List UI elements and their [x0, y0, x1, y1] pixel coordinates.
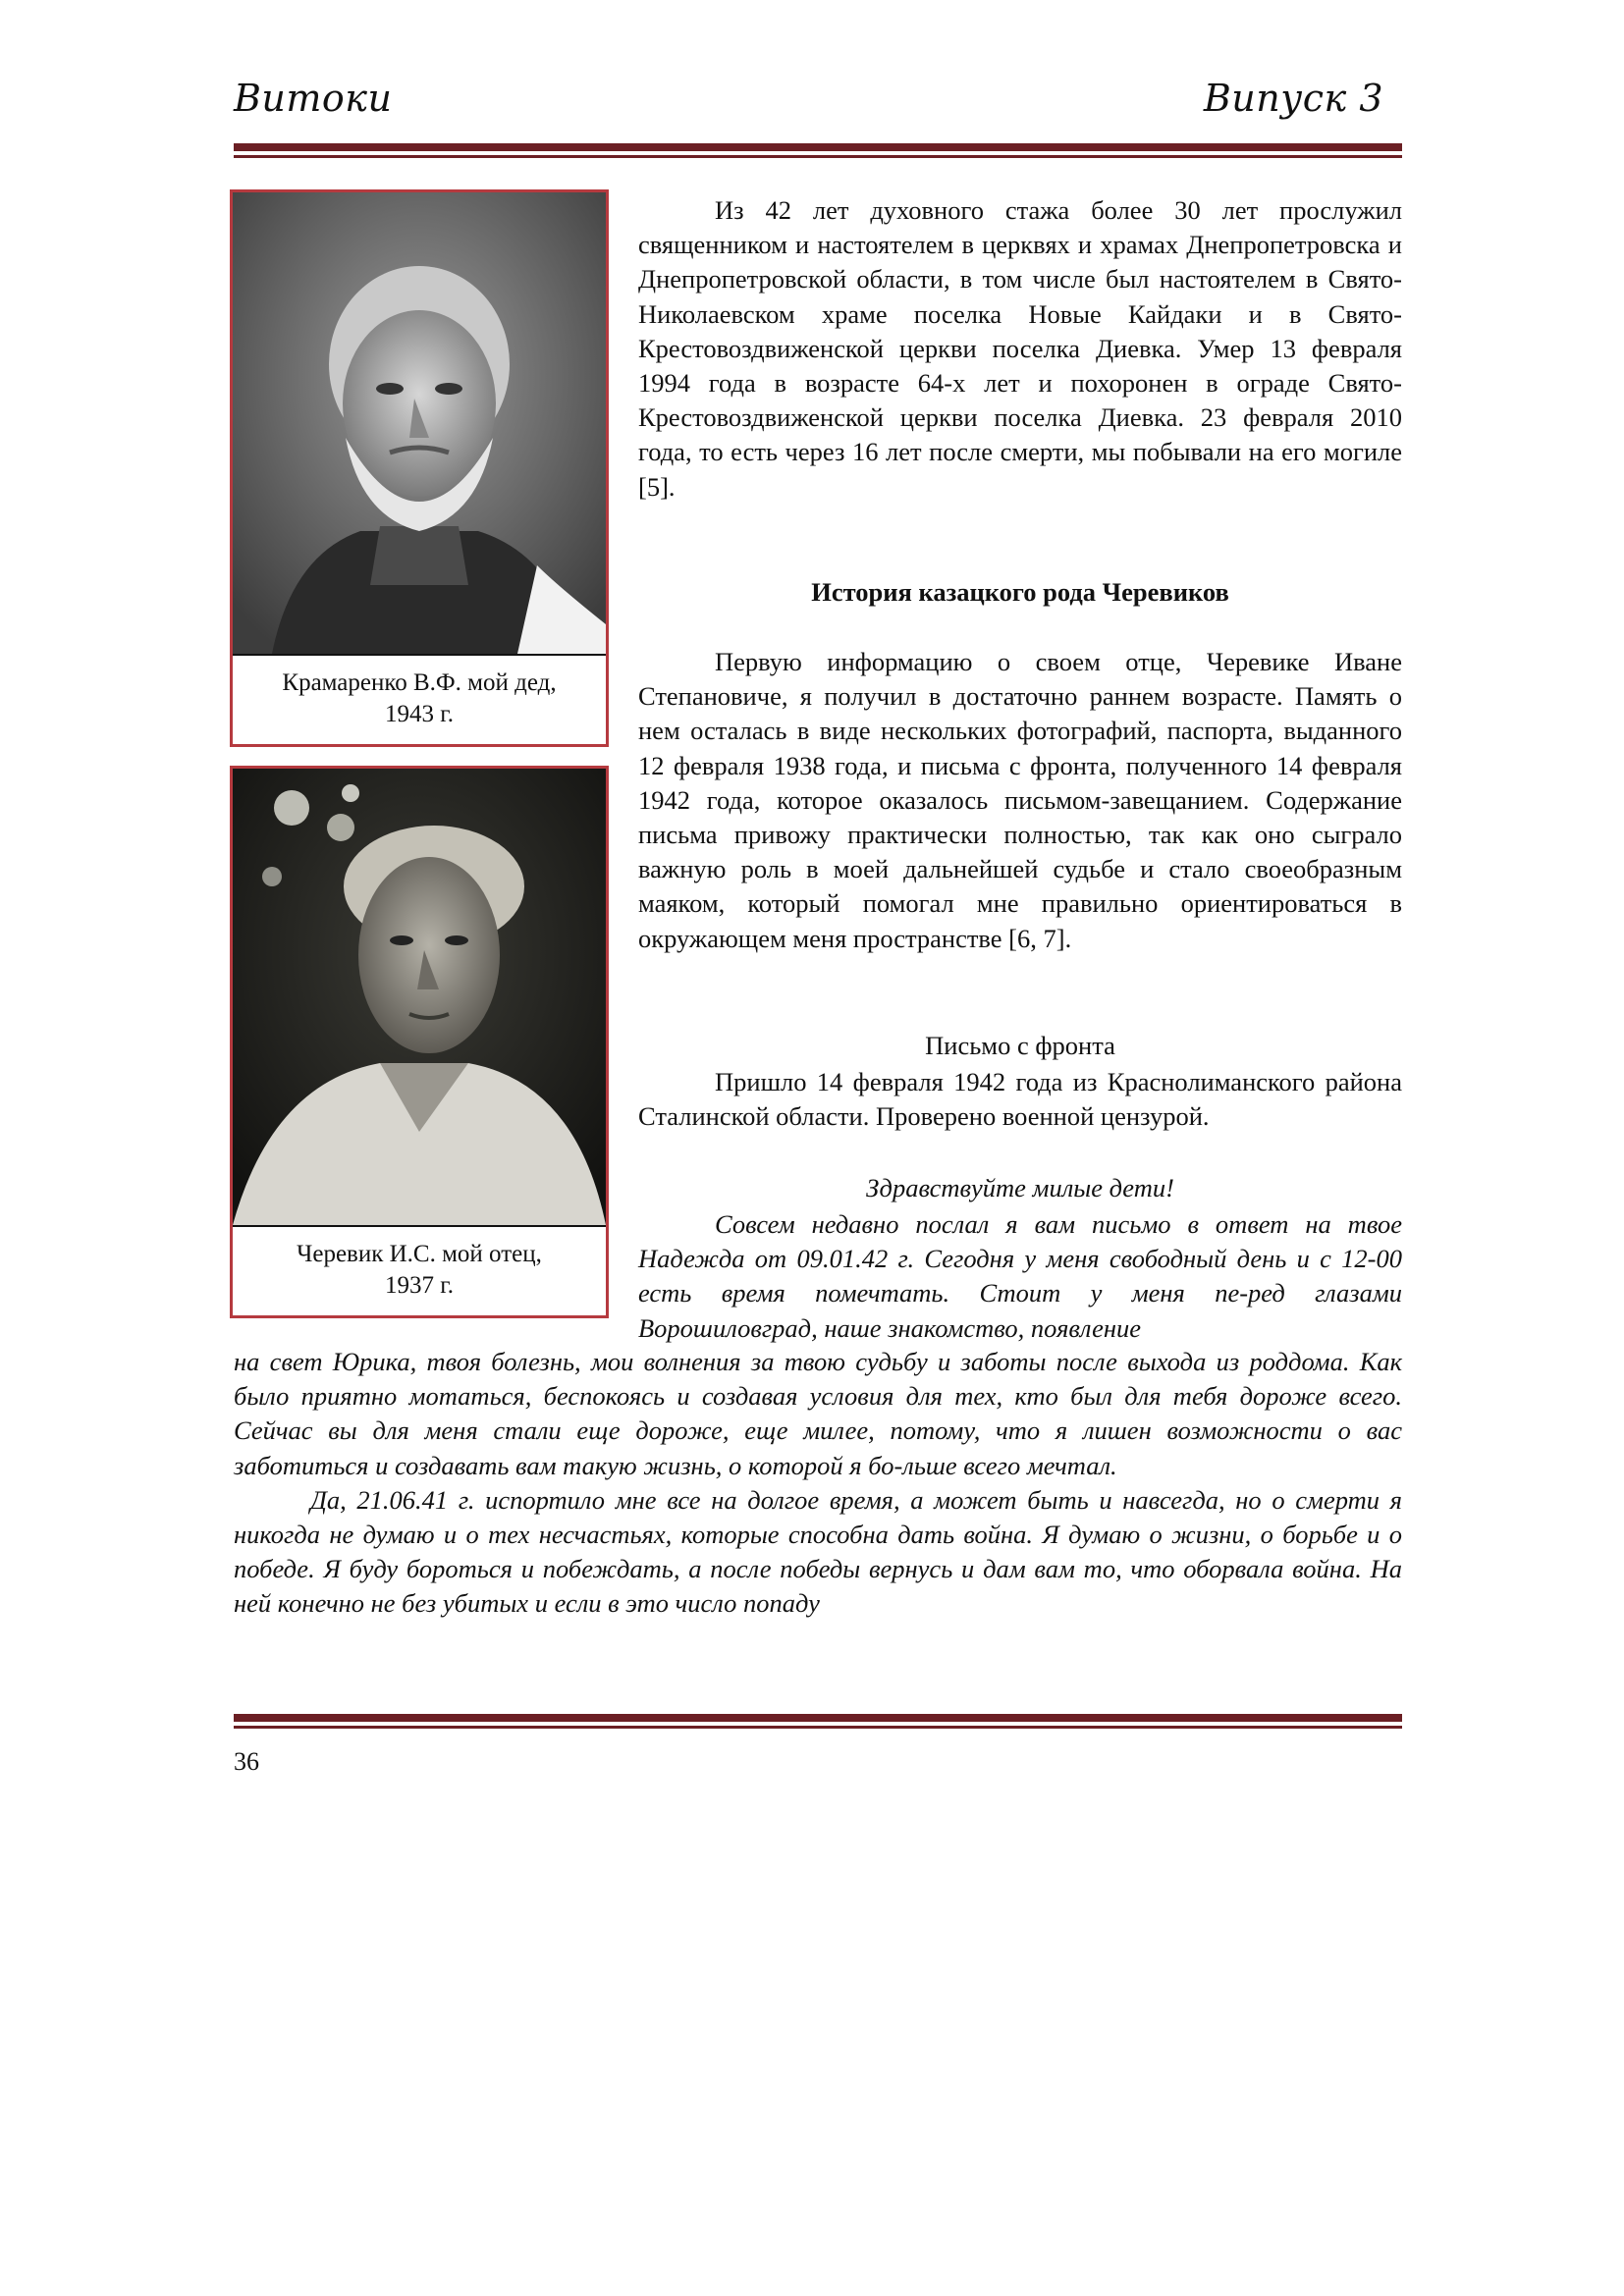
letter-title: Письмо с фронта [925, 1031, 1115, 1060]
section-heading: История казацкого рода Черевиков [811, 577, 1229, 607]
caption-line: 1937 г. [385, 1272, 454, 1299]
letter-wide-block [234, 1345, 1402, 1622]
letter-narrow-block [638, 1207, 1402, 1346]
caption-line: Черевик И.С. мой отец, [297, 1241, 542, 1267]
journal-title: Витоки [234, 77, 393, 120]
page-number: 36 [234, 1747, 259, 1776]
issue-number: Випуск 3 [1203, 77, 1383, 120]
letter-note-block [638, 1065, 1402, 1134]
photo-grandfather-caption [233, 654, 606, 742]
letter-paragraph-1-start: Совсем недавно послал я вам письмо в ответ на твое Надежда от 09.01.42 г. Сегодня у меня свободный день и с 12-00 есть время помечтать. Стоит у меня пе-ред глазами Ворошиловград, наше знакомство, появление [638, 1209, 1402, 1343]
intro-text [638, 193, 1402, 505]
caption-line: Крамаренко В.Ф. мой дед, [282, 669, 557, 696]
photo-father-caption [233, 1225, 606, 1313]
photo-father [233, 769, 606, 1225]
intro-paragraph: Из 42 лет духовного стажа более 30 лет прослужил священником и настоятелем в церквях и храмах Днепропетровска и Днепропетровской области, в том числе был настоятелем в Свято-Николаевском храме поселка Новые Кайдаки и в Свято-Крестовоздвиженской церкви поселка Диевка. Умер 13 февраля 1994 года в возрасте 64-х лет и похоронен в ограде Свято-Крестовоздвиженской церкви поселка Диевка. 23 февраля 2010 года, то есть через 16 лет после смерти, мы побывали на его могиле [5]. [638, 195, 1402, 502]
history-text [638, 645, 1402, 956]
footer-rule [234, 1714, 1402, 1729]
photo-grandfather-frame [230, 189, 609, 747]
letter-greeting: Здравствуйте милые дети! [866, 1173, 1174, 1202]
letter-paragraph-2: Да, 21.06.41 г. испортило мне все на долгое время, а может быть и навсегда, но о смерти я никогда не думаю и о тех несчастьях, которые способна дать война. Я думаю о жизни, о борьбе и о победе. Я буду бороться и побеждать, а после победы вернусь и дам вам то, что оборвала война. На ней конечно не без убитых и если в это число попаду [234, 1484, 1402, 1619]
photo-grandfather [233, 192, 606, 654]
photo-father-frame [230, 766, 609, 1318]
caption-line: 1943 г. [385, 701, 454, 727]
letter-paragraph-1-end: на свет Юрика, твоя болезнь, мои волнения за твою судьбу и заботы после выхода из роддома. Как было приятно мотаться, беспокоясь и создавая условия для тех, кто был для тебя дороже всего. Сейчас вы для меня стали еще дороже, еще милее, потому, что я лишен возможности о вас заботиться и создавать вам такую жизнь, о которой я бо-льше всего мечтал. [234, 1347, 1402, 1480]
letter-note: Пришло 14 февраля 1942 года из Краснолиманского района Сталинской области. Проверено военной цензурой. [638, 1067, 1402, 1132]
history-paragraph: Первую информацию о своем отце, Черевике Иване Степановиче, я получил в достаточно раннем возрасте. Память о нем осталась в виде нескольких фотографий, паспорта, выданного 12 февраля 1938 года, и письма с фронта, полученного 14 февраля 1942 года, которое оказалось письмом-завещанием. Содержание письма привожу практически полностью, так как оно сыграло важную роль в моей дальнейшей судьбе и стало своеобразным маяком, который помогал мне правильно ориентироваться в окружающем меня пространстве [6, 7]. [638, 647, 1402, 953]
header-rule [234, 143, 1402, 158]
